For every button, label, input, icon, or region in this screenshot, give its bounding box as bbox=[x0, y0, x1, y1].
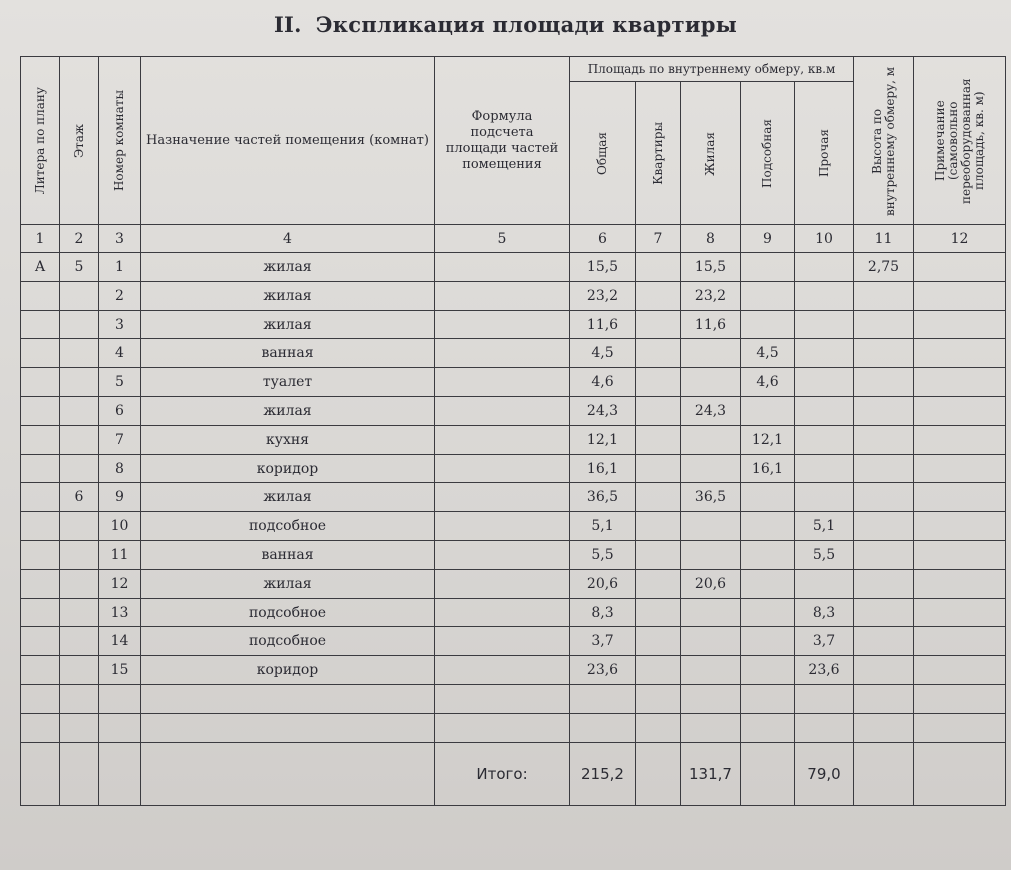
cell-note bbox=[914, 339, 1006, 368]
cell-litera bbox=[21, 339, 60, 368]
cell-height bbox=[854, 310, 914, 339]
cell-area-living bbox=[681, 627, 741, 656]
header-room-number: Номер комнаты bbox=[99, 57, 141, 225]
column-numbers-row bbox=[21, 225, 1006, 253]
column-number: 8 bbox=[681, 225, 741, 253]
cell-area-other bbox=[795, 281, 854, 310]
cell-area-living bbox=[681, 339, 741, 368]
cell-floor bbox=[60, 425, 99, 454]
empty-cell bbox=[854, 742, 914, 805]
cell-area-living bbox=[681, 656, 741, 685]
cell-note bbox=[914, 656, 1006, 685]
cell-purpose: жилая bbox=[141, 310, 435, 339]
cell-height bbox=[854, 483, 914, 512]
cell-area-apartment bbox=[636, 483, 681, 512]
cell-area-living: 20,6 bbox=[681, 569, 741, 598]
cell-area-apartment bbox=[636, 397, 681, 426]
cell-area-living bbox=[681, 541, 741, 570]
cell-height bbox=[854, 454, 914, 483]
cell-room-number: 10 bbox=[99, 512, 141, 541]
cell-area-living bbox=[681, 713, 741, 742]
cell-area-other bbox=[795, 425, 854, 454]
cell-area-other bbox=[795, 339, 854, 368]
cell-note bbox=[914, 483, 1006, 512]
cell-purpose bbox=[141, 685, 435, 714]
cell-litera bbox=[21, 598, 60, 627]
column-number: 6 bbox=[570, 225, 636, 253]
cell-area-other bbox=[795, 454, 854, 483]
cell-area-total: 11,6 bbox=[570, 310, 636, 339]
cell-note bbox=[914, 512, 1006, 541]
cell-area-total: 8,3 bbox=[570, 598, 636, 627]
cell-floor bbox=[60, 656, 99, 685]
cell-area-apartment bbox=[636, 713, 681, 742]
cell-height: 2,75 bbox=[854, 253, 914, 282]
cell-room-number: 15 bbox=[99, 656, 141, 685]
cell-area-auxiliary bbox=[741, 483, 795, 512]
cell-room-number: 5 bbox=[99, 368, 141, 397]
cell-litera bbox=[21, 512, 60, 541]
column-number: 1 bbox=[21, 225, 60, 253]
section-number: II. bbox=[273, 12, 302, 37]
cell-area-apartment bbox=[636, 454, 681, 483]
total-living-value: 131,7 bbox=[681, 742, 741, 805]
table-row bbox=[21, 397, 1006, 426]
cell-formula bbox=[435, 569, 570, 598]
cell-height bbox=[854, 685, 914, 714]
cell-floor bbox=[60, 310, 99, 339]
empty-cell bbox=[21, 742, 60, 805]
cell-area-other bbox=[795, 713, 854, 742]
cell-purpose: жилая bbox=[141, 397, 435, 426]
header-purpose: Назначение частей помещения (комнат) bbox=[141, 57, 435, 225]
header-apartment: Квартиры bbox=[636, 82, 681, 225]
table-row bbox=[21, 425, 1006, 454]
cell-room-number: 8 bbox=[99, 454, 141, 483]
cell-litera bbox=[21, 397, 60, 426]
cell-area-total bbox=[570, 713, 636, 742]
header-floor: Этаж bbox=[60, 57, 99, 225]
cell-purpose: ванная bbox=[141, 339, 435, 368]
total-label: Итого: bbox=[435, 742, 570, 805]
cell-litera bbox=[21, 685, 60, 714]
cell-room-number bbox=[99, 713, 141, 742]
cell-litera bbox=[21, 713, 60, 742]
cell-floor bbox=[60, 569, 99, 598]
cell-area-other: 5,1 bbox=[795, 512, 854, 541]
cell-area-other bbox=[795, 253, 854, 282]
cell-floor bbox=[60, 512, 99, 541]
cell-purpose: жилая bbox=[141, 483, 435, 512]
cell-room-number: 4 bbox=[99, 339, 141, 368]
cell-height bbox=[854, 281, 914, 310]
cell-area-apartment bbox=[636, 310, 681, 339]
cell-floor bbox=[60, 454, 99, 483]
cell-litera bbox=[21, 656, 60, 685]
cell-area-apartment bbox=[636, 598, 681, 627]
cell-area-apartment bbox=[636, 569, 681, 598]
header-formula: Формула подсчета площади частей помещения bbox=[435, 57, 570, 225]
cell-area-total: 3,7 bbox=[570, 627, 636, 656]
cell-area-auxiliary: 12,1 bbox=[741, 425, 795, 454]
cell-area-total: 23,2 bbox=[570, 281, 636, 310]
cell-room-number: 6 bbox=[99, 397, 141, 426]
cell-note bbox=[914, 598, 1006, 627]
table-row bbox=[21, 656, 1006, 685]
cell-area-living: 24,3 bbox=[681, 397, 741, 426]
cell-area-living bbox=[681, 598, 741, 627]
empty-cell bbox=[99, 742, 141, 805]
cell-area-apartment bbox=[636, 425, 681, 454]
column-number: 5 bbox=[435, 225, 570, 253]
cell-height bbox=[854, 368, 914, 397]
cell-formula bbox=[435, 339, 570, 368]
cell-area-apartment bbox=[636, 512, 681, 541]
cell-room-number: 11 bbox=[99, 541, 141, 570]
column-number: 4 bbox=[141, 225, 435, 253]
cell-height bbox=[854, 569, 914, 598]
cell-formula bbox=[435, 685, 570, 714]
cell-area-other bbox=[795, 483, 854, 512]
cell-area-auxiliary bbox=[741, 281, 795, 310]
cell-area-auxiliary bbox=[741, 397, 795, 426]
cell-litera bbox=[21, 627, 60, 656]
cell-note bbox=[914, 253, 1006, 282]
empty-cell bbox=[914, 742, 1006, 805]
cell-area-total: 4,6 bbox=[570, 368, 636, 397]
cell-area-total: 23,6 bbox=[570, 656, 636, 685]
cell-height bbox=[854, 598, 914, 627]
column-number: 12 bbox=[914, 225, 1006, 253]
cell-note bbox=[914, 397, 1006, 426]
cell-floor bbox=[60, 397, 99, 426]
cell-note bbox=[914, 368, 1006, 397]
table-row bbox=[21, 512, 1006, 541]
cell-floor bbox=[60, 541, 99, 570]
cell-formula bbox=[435, 483, 570, 512]
cell-area-apartment bbox=[636, 627, 681, 656]
cell-height bbox=[854, 627, 914, 656]
cell-area-other: 8,3 bbox=[795, 598, 854, 627]
cell-formula bbox=[435, 713, 570, 742]
cell-area-living: 11,6 bbox=[681, 310, 741, 339]
cell-note bbox=[914, 569, 1006, 598]
cell-formula bbox=[435, 541, 570, 570]
table-row bbox=[21, 569, 1006, 598]
cell-height bbox=[854, 541, 914, 570]
cell-note bbox=[914, 713, 1006, 742]
explication-table bbox=[20, 56, 1006, 806]
cell-area-total: 5,5 bbox=[570, 541, 636, 570]
cell-litera bbox=[21, 425, 60, 454]
cell-floor bbox=[60, 598, 99, 627]
cell-room-number: 13 bbox=[99, 598, 141, 627]
cell-floor bbox=[60, 627, 99, 656]
document-title bbox=[0, 12, 1011, 37]
table-row bbox=[21, 339, 1006, 368]
cell-area-total: 36,5 bbox=[570, 483, 636, 512]
empty-cell bbox=[60, 742, 99, 805]
cell-room-number: 12 bbox=[99, 569, 141, 598]
cell-area-auxiliary bbox=[741, 713, 795, 742]
table-row bbox=[21, 253, 1006, 282]
header-auxiliary: Подсобная bbox=[741, 82, 795, 225]
cell-formula bbox=[435, 281, 570, 310]
cell-floor: 6 bbox=[60, 483, 99, 512]
cell-formula bbox=[435, 368, 570, 397]
cell-area-total: 20,6 bbox=[570, 569, 636, 598]
cell-floor: 5 bbox=[60, 253, 99, 282]
cell-area-living bbox=[681, 425, 741, 454]
cell-area-other bbox=[795, 685, 854, 714]
cell-formula bbox=[435, 627, 570, 656]
cell-area-auxiliary bbox=[741, 253, 795, 282]
cell-area-auxiliary bbox=[741, 541, 795, 570]
column-number: 7 bbox=[636, 225, 681, 253]
cell-area-total: 24,3 bbox=[570, 397, 636, 426]
header-height: Высота по внутреннему обмеру, м bbox=[854, 57, 914, 225]
cell-area-other: 23,6 bbox=[795, 656, 854, 685]
cell-height bbox=[854, 397, 914, 426]
cell-height bbox=[854, 512, 914, 541]
table-row bbox=[21, 281, 1006, 310]
cell-litera bbox=[21, 368, 60, 397]
table-row bbox=[21, 454, 1006, 483]
cell-area-total: 12,1 bbox=[570, 425, 636, 454]
total-other-value: 79,0 bbox=[795, 742, 854, 805]
cell-purpose: туалет bbox=[141, 368, 435, 397]
cell-note bbox=[914, 685, 1006, 714]
cell-area-auxiliary: 4,6 bbox=[741, 368, 795, 397]
cell-formula bbox=[435, 598, 570, 627]
cell-litera bbox=[21, 310, 60, 339]
table-row bbox=[21, 541, 1006, 570]
cell-area-other: 5,5 bbox=[795, 541, 854, 570]
cell-area-other bbox=[795, 368, 854, 397]
cell-note bbox=[914, 281, 1006, 310]
cell-purpose: жилая bbox=[141, 281, 435, 310]
cell-area-auxiliary: 16,1 bbox=[741, 454, 795, 483]
table-row bbox=[21, 310, 1006, 339]
cell-litera bbox=[21, 281, 60, 310]
cell-purpose: ванная bbox=[141, 541, 435, 570]
cell-area-living: 15,5 bbox=[681, 253, 741, 282]
cell-area-living bbox=[681, 368, 741, 397]
column-number: 11 bbox=[854, 225, 914, 253]
cell-height bbox=[854, 713, 914, 742]
cell-formula bbox=[435, 454, 570, 483]
cell-formula bbox=[435, 425, 570, 454]
cell-area-total bbox=[570, 685, 636, 714]
cell-room-number: 2 bbox=[99, 281, 141, 310]
column-number: 10 bbox=[795, 225, 854, 253]
cell-area-living bbox=[681, 454, 741, 483]
cell-floor bbox=[60, 281, 99, 310]
cell-area-living: 36,5 bbox=[681, 483, 741, 512]
cell-area-living bbox=[681, 685, 741, 714]
cell-purpose: жилая bbox=[141, 253, 435, 282]
cell-area-auxiliary bbox=[741, 598, 795, 627]
cell-floor bbox=[60, 368, 99, 397]
table-row bbox=[21, 598, 1006, 627]
cell-area-apartment bbox=[636, 656, 681, 685]
column-number: 2 bbox=[60, 225, 99, 253]
cell-area-total: 16,1 bbox=[570, 454, 636, 483]
cell-purpose bbox=[141, 713, 435, 742]
cell-height bbox=[854, 339, 914, 368]
cell-purpose: подсобное bbox=[141, 627, 435, 656]
cell-area-total: 4,5 bbox=[570, 339, 636, 368]
cell-formula bbox=[435, 656, 570, 685]
table-row bbox=[21, 627, 1006, 656]
cell-formula bbox=[435, 512, 570, 541]
cell-area-apartment bbox=[636, 685, 681, 714]
cell-room-number: 3 bbox=[99, 310, 141, 339]
header-living: Жилая bbox=[681, 82, 741, 225]
header-area-group: Площадь по внутреннему обмеру, кв.м bbox=[570, 57, 854, 82]
cell-litera bbox=[21, 541, 60, 570]
cell-floor bbox=[60, 713, 99, 742]
cell-height bbox=[854, 425, 914, 454]
cell-area-apartment bbox=[636, 368, 681, 397]
cell-area-auxiliary bbox=[741, 569, 795, 598]
cell-purpose: коридор bbox=[141, 454, 435, 483]
header-total: Общая bbox=[570, 82, 636, 225]
cell-area-apartment bbox=[636, 541, 681, 570]
header-note: Примечание (самовольно переоборудованная площадь, кв. м) bbox=[914, 57, 1006, 225]
cell-room-number: 9 bbox=[99, 483, 141, 512]
cell-area-auxiliary bbox=[741, 656, 795, 685]
cell-litera: А bbox=[21, 253, 60, 282]
title-text: Экспликация площади квартиры bbox=[315, 12, 738, 37]
cell-litera bbox=[21, 569, 60, 598]
cell-purpose: подсобное bbox=[141, 598, 435, 627]
cell-formula bbox=[435, 253, 570, 282]
cell-purpose: жилая bbox=[141, 569, 435, 598]
column-number: 9 bbox=[741, 225, 795, 253]
cell-note bbox=[914, 454, 1006, 483]
cell-purpose: подсобное bbox=[141, 512, 435, 541]
cell-area-other bbox=[795, 397, 854, 426]
cell-height bbox=[854, 656, 914, 685]
cell-area-auxiliary bbox=[741, 627, 795, 656]
cell-purpose: коридор bbox=[141, 656, 435, 685]
cell-area-other: 3,7 bbox=[795, 627, 854, 656]
cell-note bbox=[914, 310, 1006, 339]
total-row bbox=[21, 742, 1006, 805]
cell-room-number: 14 bbox=[99, 627, 141, 656]
cell-room-number: 7 bbox=[99, 425, 141, 454]
header-other: Прочая bbox=[795, 82, 854, 225]
cell-note bbox=[914, 425, 1006, 454]
cell-note bbox=[914, 541, 1006, 570]
total-auxiliary-value bbox=[741, 742, 795, 805]
cell-note bbox=[914, 627, 1006, 656]
table-row bbox=[21, 685, 1006, 714]
header-litera: Литера по плану bbox=[21, 57, 60, 225]
cell-area-auxiliary bbox=[741, 685, 795, 714]
cell-area-living: 23,2 bbox=[681, 281, 741, 310]
cell-room-number: 1 bbox=[99, 253, 141, 282]
cell-area-auxiliary bbox=[741, 310, 795, 339]
total-apartment-value bbox=[636, 742, 681, 805]
cell-litera bbox=[21, 483, 60, 512]
cell-area-living bbox=[681, 512, 741, 541]
cell-area-other bbox=[795, 569, 854, 598]
empty-cell bbox=[141, 742, 435, 805]
cell-area-apartment bbox=[636, 253, 681, 282]
cell-area-other bbox=[795, 310, 854, 339]
cell-purpose: кухня bbox=[141, 425, 435, 454]
cell-litera bbox=[21, 454, 60, 483]
cell-floor bbox=[60, 339, 99, 368]
cell-area-auxiliary: 4,5 bbox=[741, 339, 795, 368]
table-row bbox=[21, 713, 1006, 742]
cell-area-total: 15,5 bbox=[570, 253, 636, 282]
cell-area-apartment bbox=[636, 339, 681, 368]
cell-floor bbox=[60, 685, 99, 714]
table-row bbox=[21, 368, 1006, 397]
cell-area-total: 5,1 bbox=[570, 512, 636, 541]
total-area-value: 215,2 bbox=[570, 742, 636, 805]
table-row bbox=[21, 483, 1006, 512]
cell-area-auxiliary bbox=[741, 512, 795, 541]
cell-formula bbox=[435, 310, 570, 339]
cell-room-number bbox=[99, 685, 141, 714]
column-number: 3 bbox=[99, 225, 141, 253]
cell-formula bbox=[435, 397, 570, 426]
cell-area-apartment bbox=[636, 281, 681, 310]
